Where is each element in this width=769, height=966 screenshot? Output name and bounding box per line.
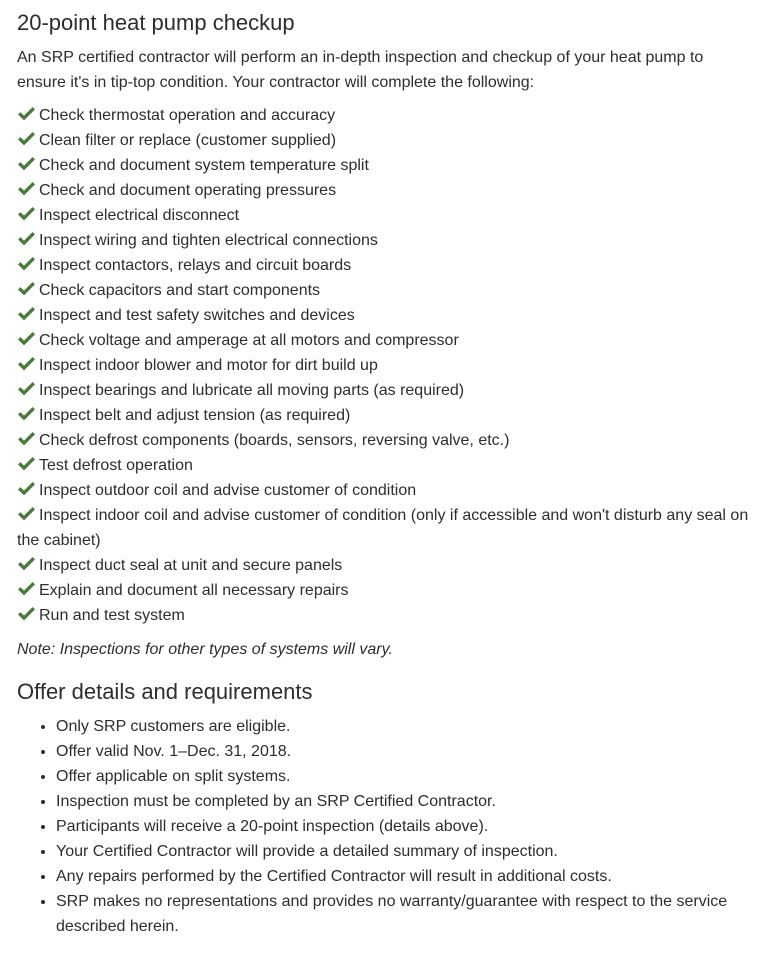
offer-title: Offer details and requirements: [17, 679, 313, 704]
checklist-item: [17, 353, 752, 378]
requirement-item: • Offer valid Nov. 1–Dec. 31, 2018.: [56, 739, 752, 764]
checkmark-icon: [17, 232, 36, 246]
checklist-item-text: Run and test system: [39, 607, 185, 624]
requirement-item: • SRP makes no representations and provides no warranty/guarantee with respect to the service described herein.: [56, 889, 752, 939]
checklist-item: [17, 378, 752, 403]
checklist-item-text: Inspect belt and adjust tension (as required): [39, 407, 351, 424]
checklist-item-text: Inspect indoor blower and motor for dirt build up: [39, 357, 378, 374]
checkup-checklist: [17, 103, 752, 628]
checklist-item-text: Explain and document all necessary repairs: [39, 582, 349, 599]
checklist-item: [17, 578, 752, 603]
checklist-item: [17, 228, 752, 253]
requirement-item: • Only SRP customers are eligible.: [56, 714, 752, 739]
checklist-item-text: Check voltage and amperage at all motors and compressor: [39, 332, 459, 349]
requirement-item: • Offer applicable on split systems.: [56, 764, 752, 789]
checkmark-icon: [17, 157, 36, 171]
checklist-item-text: Check defrost components (boards, sensors, reversing valve, etc.): [39, 432, 510, 449]
requirement-item: • Inspection must be completed by an SRP Certified Contractor.: [56, 789, 752, 814]
checkup-title: 20-point heat pump checkup: [17, 10, 295, 35]
checkmark-icon: [17, 407, 36, 421]
checklist-item: [17, 278, 752, 303]
checklist-item-text: Clean filter or replace (customer supplied): [39, 132, 337, 149]
checkmark-icon: [17, 457, 36, 471]
checklist-item-text: Inspect outdoor coil and advise customer of condition: [39, 482, 417, 499]
checklist-item-text: Check thermostat operation and accuracy: [39, 107, 336, 124]
checklist-item: [17, 503, 752, 553]
checkmark-icon: [17, 382, 36, 396]
checklist-item: [17, 153, 752, 178]
checklist-item: [17, 603, 752, 628]
checklist-item-text: Check and document operating pressures: [39, 182, 337, 199]
checkmark-icon: [17, 607, 36, 621]
checkup-intro: An SRP certified contractor will perform an in-depth inspection and checkup of your heat pump to ensure it's in tip-top condition. Your contractor will complete the following:: [17, 49, 704, 91]
requirement-item: • Your Certified Contractor will provide a detailed summary of inspection.: [56, 839, 752, 864]
checklist-item: [17, 553, 752, 578]
checklist-item: [17, 403, 752, 428]
checkmark-icon: [17, 132, 36, 146]
checkmark-icon: [17, 357, 36, 371]
checklist-item-text: Test defrost operation: [39, 457, 193, 474]
checkmark-icon: [17, 107, 36, 121]
checklist-item-text: Inspect and test safety switches and devices: [39, 307, 355, 324]
checklist-item: [17, 303, 752, 328]
checkmark-icon: [17, 482, 36, 496]
checkmark-icon: [17, 582, 36, 596]
checklist-item-text: Inspect bearings and lubricate all moving parts (as required): [39, 382, 465, 399]
checklist-item-text: Inspect electrical disconnect: [39, 207, 240, 224]
checkmark-icon: [17, 557, 36, 571]
checkmark-icon: [17, 257, 36, 271]
checklist-item: [17, 178, 752, 203]
checkmark-icon: [17, 307, 36, 321]
checkmark-icon: [17, 282, 36, 296]
checkmark-icon: [17, 332, 36, 346]
checklist-item-text: Check and document system temperature split: [39, 157, 369, 174]
offer-requirements-list: [17, 714, 752, 939]
checklist-item-text: Inspect contactors, relays and circuit boards: [39, 257, 352, 274]
checklist-item: [17, 128, 752, 153]
checklist-item-text: Check capacitors and start components: [39, 282, 321, 299]
checklist-item: [17, 203, 752, 228]
checklist-item: [17, 328, 752, 353]
checkmark-icon: [17, 507, 36, 521]
checklist-item: [17, 428, 752, 453]
checklist-item: [17, 453, 752, 478]
checkmark-icon: [17, 432, 36, 446]
checkmark-icon: [17, 207, 36, 221]
requirement-item: • Participants will receive a 20-point inspection (details above).: [56, 814, 752, 839]
requirement-item: • Any repairs performed by the Certified Contractor will result in additional costs.: [56, 864, 752, 889]
checklist-item: [17, 103, 752, 128]
checklist-item-text: Inspect wiring and tighten electrical connections: [39, 232, 378, 249]
checklist-item-text: Inspect duct seal at unit and secure panels: [39, 557, 343, 574]
checklist-item-text: Inspect indoor coil and advise customer of condition (only if accessible and won't disturb any seal on the cabinet): [17, 507, 749, 549]
checklist-item: [17, 478, 752, 503]
checkmark-icon: [17, 182, 36, 196]
checkup-note: Note: Inspections for other types of systems will vary.: [17, 641, 393, 658]
checklist-item: [17, 253, 752, 278]
